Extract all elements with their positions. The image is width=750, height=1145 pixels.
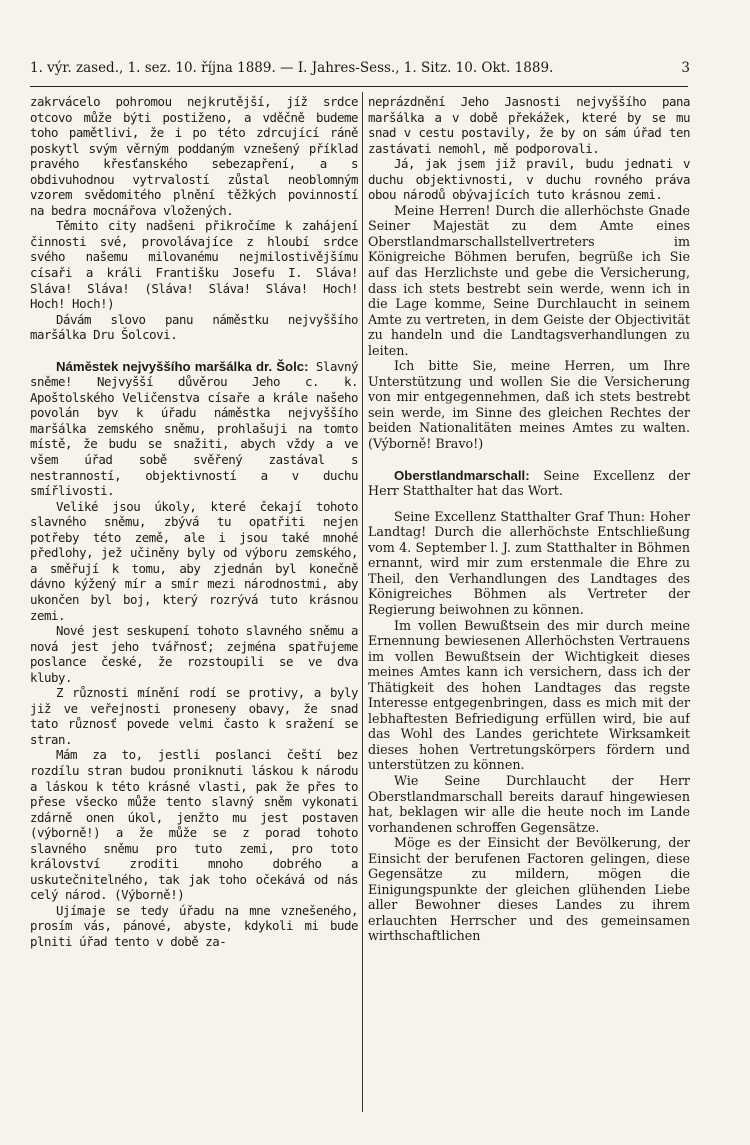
paragraph: Möge es der Einsicht der Bevölkerung, der Einsicht der berufenen Factoren gelingen, diese Gegensätze zu mildern, mögen die Einigungspunkte der gleichen glühenden Liebe aller Bewohner dieses Landes zu ihrem erlauchten Herrscher und des gemeinsamen wirthschaftlichen — [368, 835, 690, 944]
paragraph: neprázdnění Jeho Jasnosti nejvyššího pana maršálka a v době překážek, které by se mu snad v cestu postavily, že by on sám úřad ten zastávati nemohl, mě podporovali. — [368, 94, 690, 156]
running-header — [30, 60, 690, 82]
paragraph: Wie Seine Durchlaucht der Herr Oberstlandmarschall bereits darauf hingewiesen hat, beklagen wir alle die heute noch im Lande vorhandenen schroffen Gegensätze. — [368, 772, 690, 835]
paragraph: Nové jest seskupení tohoto slavného sněmu a nová jest jeho tvářnosť; zejména spatřujeme poslance české, že rozstoupili se ve dva kluby. — [30, 623, 358, 685]
paragraph: Ujímaje se tedy úřadu na mne vznešeného, prosím vás, pánové, abyste, kdykoli mi bude plniti úřad tento v době za- — [30, 902, 358, 949]
paragraph: zakrvácelo pohromou nejkrutější, jíž srdce otcovo může býti postiženo, a vděčně budeme toho pamětlivi, že i po této zdrcující ráně poskytl svým věrným poddaným vznešený příklad pravého křesťanského sebezapření, a s obdivuhodnou vytrvalostí zůstal neoblomným vzorem svědomitého plnění těžkých povinností na bedra mocnářova vložených. — [30, 94, 358, 218]
paragraph: Já, jak jsem již pravil, budu jednati v duchu objektivnosti, v duchu rovného práva obou národů obývajících tuto krásnou zemi. — [368, 156, 690, 203]
column-divider — [362, 92, 363, 1112]
paragraph: Veliké jsou úkoly, které čekají tohoto slavného sněmu, zbývá tu opatřiti nejen potřeby této země, ale i jsou také mnohé předlohy, jež učiněny byly od výboru zemského, a směřují k tomu, aby zjednán byl konečně dávno kýžený mír a smír mezi národnostmi, aby ukončen byl boj, který rozrývá tuto krásnou zemi. — [30, 498, 358, 623]
paragraph: Těmito city nadšeni přikročíme k zahájení činnosti své, provolávajíce z hloubí srdce svého našemu milovanému nejmilostivějšímu císaři a králi Františku Josefu I. Sláva! Sláva! Sláva! (Sláva! Sláva! Sláva! Hoch! Hoch! Hoch!) — [30, 218, 358, 312]
header-session-info: 1. výr. zased., 1. sez. 10. října 1889. — I. Jahres-Sess., 1. Sitz. 10. Okt. 1889. — [30, 60, 554, 76]
paragraph: Dávám slovo panu náměstku nejvyššího maršálka Dru Šolcovi. — [30, 311, 358, 343]
page-number: 3 — [681, 60, 690, 76]
paragraph: Im vollen Bewußtsein des mir durch meine Ernennung bewiesenen Allerhöchsten Vertrauens im vollen Bewußtsein der Wichtigkeit dieses meines Amtes kann ich versichern, dass ich der Thätigkeit des hohen Landtages das regste Interesse entgegenbringen, dass es mich mit der lebhaftesten Befriedigung erfüllen wird, bie auf das Wohl des Landes gerichtete Wirksamkeit dieses hohen Vertretungskörpers fördern und unterstützen zu können. — [368, 617, 690, 773]
speaker-name: Oberstlandmarschall: — [394, 467, 530, 483]
speech-paragraph — [30, 359, 358, 499]
header-rule — [30, 86, 688, 87]
speech-paragraph — [368, 468, 690, 499]
left-column — [30, 94, 358, 1114]
speech-text: Slavný sněme! Nejvyšší důvěrou Jeho c. k. Apoštolského Veličenstva císaře a krále našeho povolán byv k úřadu náměstka nejvyššího maršálka zemského sněmu, prohlašuji na tomto místě, že budu se snažiti, abych vždy a ve všem úřad sobě svěřený zastával s nestranností, objektivností a v duchu smířlivosti. — [30, 358, 358, 499]
paragraph: Z různosti mínění rodí se protivy, a byly již ve veřejnosti proneseny obavy, že snad tato různosť povede velmi často k sražení se stran. — [30, 685, 358, 747]
paragraph: Meine Herren! Durch die allerhöchste Gnade Seiner Majestät zu dem Amte eines Oberstlandmarschallstellvertreters im Königreiche Böhmen berufen, begrüße ich Sie auf das Herzlichste und gebe die Versicherung, dass ich stets bestrebt sein werde, wenn ich in die Lage komme, Seine Durchlaucht in seinem Amte zu vertreten, in dem Geiste der Objectivität zu handeln und die Landtagsverhandlungen zu leiten. — [368, 202, 690, 358]
speech-text: Seine Excellenz der Herr Statthalter hat das Wort. — [368, 467, 690, 499]
paragraph: Mám za to, jestli poslanci čeští bez rozdílu stran budou proniknuti láskou k národu a láskou k této krásné vlasti, pak že přes to přese všecko může tento slavný sněm vykonati zdárně onen úkol, jenžto mu jest postaven (výborně!) a že může se z porad tohoto slavného sněmu pro tuto zemi, pro toto království zroditi mnoho dobrého a uskutečnitelného, tak jak toho očekává od nás celý národ. (Výborně!) — [30, 747, 358, 903]
right-column — [368, 94, 690, 1114]
speaker-name: Náměstek nejvyššího maršálka dr. Šolc: — [56, 358, 309, 374]
paragraph: Seine Excellenz Statthalter Graf Thun: Hoher Landtag! Durch die allerhöchste Entschließung vom 4. September l. J. zum Statthalter in Böhmen ernannt, wird mir zum erstenmale die Ehre zu Theil, den Verhandlungen des Landtages des Königreiches Böhmen als Vertreter der Regierung beiwohnen zu können. — [368, 508, 690, 617]
paragraph: Ich bitte Sie, meine Herren, um Ihre Unterstützung und wollen Sie die Versicherung von mir entgegennehmen, daß ich stets bestrebt sein werde, im Sinne des gleichen Rechtes der beiden Nationalitäten meines Amtes zu walten. (Výborně! Bravo!) — [368, 358, 690, 452]
